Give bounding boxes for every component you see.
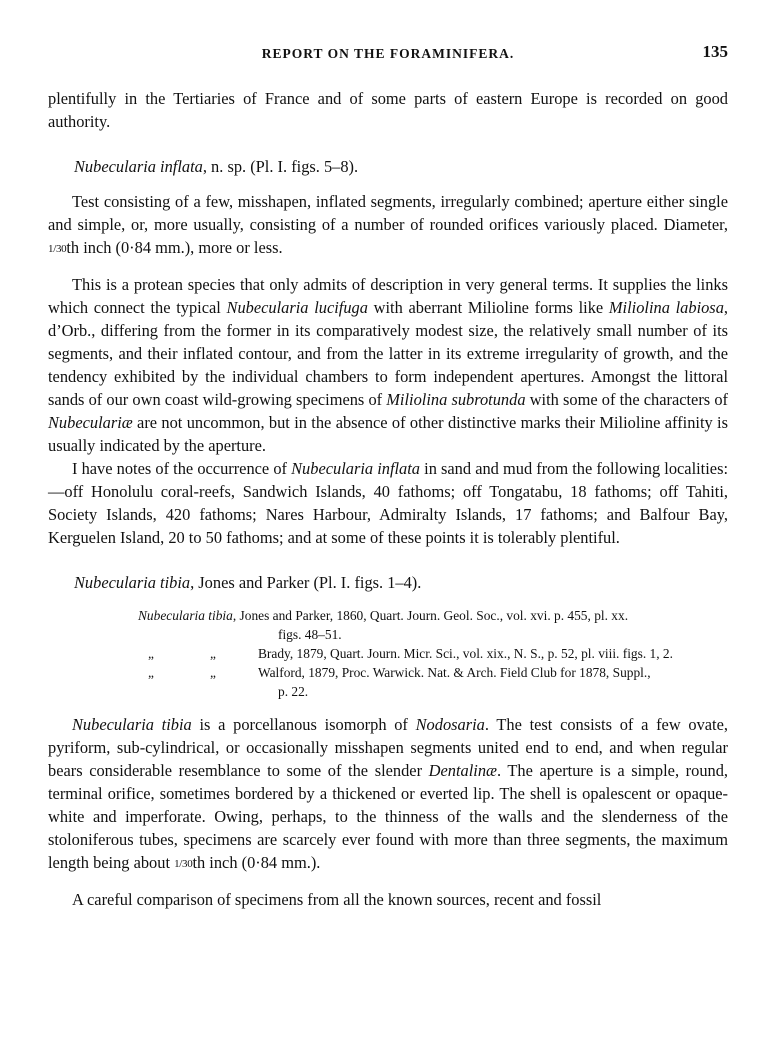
paragraph	[48, 87, 728, 133]
citation-text: Walford, 1879, Proc. Warwick. Nat. & Arch. Field Club for 1878, Suppl.,	[258, 665, 651, 680]
paragraph	[48, 713, 728, 876]
species-heading	[74, 571, 728, 594]
citation	[138, 644, 728, 663]
text-section-2	[48, 713, 728, 911]
citation	[138, 663, 728, 701]
fraction: 1/30	[174, 858, 193, 870]
paragraph	[48, 888, 728, 911]
italic-text: Miliolina subrotunda	[386, 390, 526, 409]
ditto-mark: „	[148, 646, 154, 661]
text: th inch (0·84 mm.).	[192, 853, 321, 872]
ditto-mark: „	[210, 665, 216, 680]
citation-continuation: figs. 48–51.	[278, 627, 342, 642]
text-section-1	[48, 87, 728, 594]
italic-text: Miliolina labiosa	[608, 298, 724, 317]
page-body	[48, 87, 728, 911]
italic-text: Nodosaria	[415, 715, 485, 734]
text: is a porcellanous isomorph of	[191, 715, 416, 734]
citation-continuation: p. 22.	[278, 684, 309, 699]
italic-text: Nubecularia tibia	[72, 715, 192, 734]
italic-text: Nubecularia inflata	[74, 157, 203, 176]
ditto-mark: „	[210, 646, 216, 661]
text: , d’Orb., differing from the former in its comparatively modest size, the relatively small number of its segments, and their inflated contour, and from the latter in its extreme irregularity of growth, and the tendency exhibited by the individual chambers to form independent apertures. Amongst the littoral sands of our own coast wild-growing specimens of	[48, 298, 728, 409]
italic-text: Nubeculariæ	[48, 413, 133, 432]
synonymy-list	[138, 606, 728, 701]
italic-text: Nubecularia inflata	[291, 459, 421, 478]
text: , Jones and Parker (Pl. I. figs. 1–4).	[190, 573, 422, 592]
text: A careful comparison of specimens from all the known sources, recent and fossil	[72, 890, 602, 909]
text: in sand and mud from the following localities:—off Honolulu coral-reefs, Sandwich Islands, 40 fathoms; off Tongatabu, 18 fathoms; off Tahiti, Society Islands, 420 fathoms; Nares Harbour, Admiralty Islands, 17 fathoms; and Balfour Bay, Kerguelen Island, 20 to 50 fathoms; and at some of these points it is tolerably plentiful.	[48, 459, 728, 547]
text: , n. sp. (Pl. I. figs. 5–8).	[202, 157, 359, 176]
running-title: REPORT ON THE FORAMINIFERA.	[261, 46, 515, 61]
text: Test consisting of a few, misshapen, inflated segments, irregularly combined; aperture either single and simple, or, more usually, consisting of a number of rounded orifices variously placed. Diameter,	[48, 192, 728, 234]
text: th inch (0·84 mm.), more or less.	[66, 238, 283, 257]
paragraph	[48, 190, 728, 261]
text: with some of the characters of	[525, 390, 728, 409]
fraction: 1/30	[48, 243, 67, 255]
page-header	[48, 42, 728, 66]
text: plentifully in the Tertiaries of France and of some parts of eastern Europe is recorded on good authority.	[48, 89, 728, 131]
species-heading	[74, 155, 728, 178]
text: I have notes of the occurrence of	[72, 459, 292, 478]
text: This is a protean species that only admits of description in very general terms. It supplies the links which connect the typical	[48, 275, 728, 317]
page-number: 135	[702, 42, 728, 61]
text: . The test consists of a few ovate, pyriform, sub-cylindrical, or occasionally misshapen segments united end to end, and when regular bears considerable resemblance to some of the slender	[48, 715, 728, 780]
italic-text: Nubecularia lucifuga	[226, 298, 368, 317]
ditto-mark: „	[148, 665, 154, 680]
paragraph	[48, 457, 728, 549]
text: . The aperture is a simple, round, terminal orifice, sometimes bordered by a thickened or everted lip. The shell is opalescent or opaque-white and imperforate. Owing, perhaps, to the thinness of the walls and the slenderness of the stoloniferous tubes, specimens are scarcely ever found with more than three segments, the maximum length being about	[48, 761, 729, 872]
citation-text: , Jones and Parker, 1860, Quart. Journ. Geol. Soc., vol. xvi. p. 455, pl. xx.	[232, 608, 629, 623]
text: with aberrant Milioline forms like	[367, 298, 609, 317]
citation-text: Brady, 1879, Quart. Journ. Micr. Sci., vol. xix., N. S., p. 52, pl. viii. figs. 1, 2.	[258, 646, 673, 661]
citation	[138, 606, 728, 644]
citation-taxon: Nubecularia tibia	[138, 608, 233, 623]
paragraph	[48, 273, 728, 457]
italic-text: Dentalinæ	[428, 761, 497, 780]
text: are not uncommon, but in the absence of other distinctive marks their Milioline affinity is usually indicated by the aperture.	[48, 413, 728, 455]
italic-text: Nubecularia tibia	[74, 573, 191, 592]
